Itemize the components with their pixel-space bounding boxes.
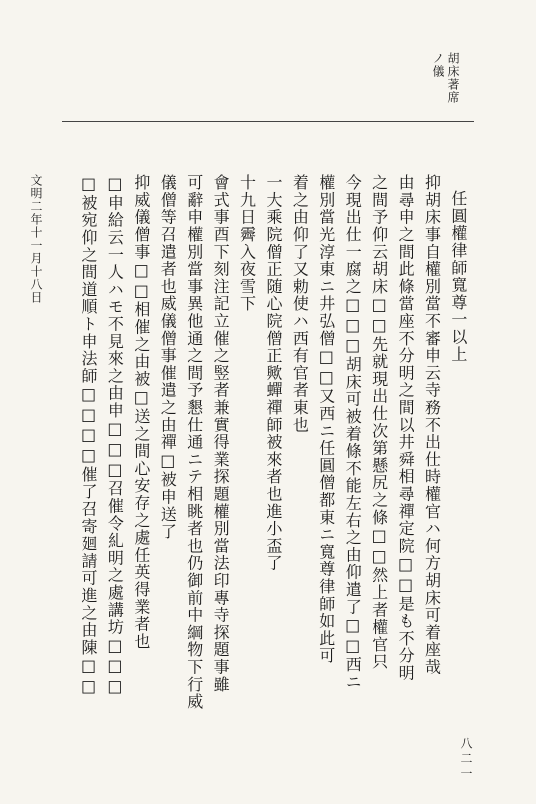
body-column-14: □申給云一人ハモ不見來之由申□□□召催令糺明之處講坊□□□ [105, 174, 125, 697]
body-column-6: 權別當光淳東ニ井弘僧□□又西ニ任圓僧都東ニ寬尊律師如此可 [316, 174, 336, 665]
body-column-7: 着之由仰了又勅使ハ西有官者東也 [290, 174, 310, 434]
body-column-10: 會式事酉下刻注記立催之竪者兼實得業探題權別當法印專寺探題事雖 [211, 174, 231, 693]
running-title [432, 52, 459, 104]
body-column-13: 抑威儀僧事□□相催之由被□送之間心安存之處任英得業者也 [131, 174, 151, 651]
body-column-15: □被宛仰之間道順ト申法師□□□□催了召寄廻請可進之由陳□□ [79, 174, 98, 697]
body-column-4: 之間予仰云胡床□□先就現出仕次第懸尻之條□□然上者權官只 [369, 174, 389, 671]
header-rule [62, 121, 474, 122]
body-column-3: 由尋申之間此條當座不分明之間以井舜相尋禪定院□□是も不分明 [396, 174, 416, 682]
body-column-12: 儀僧等召遣者也威儀僧事催遣之由禪□被申送了 [158, 174, 178, 541]
page-number: 八二一 [459, 737, 473, 782]
body-column-2: 抑胡床事自權別當不審申云寺務不出仕時權官ハ何方胡床可着座哉 [422, 174, 442, 676]
body-column-9: 十九日霽入夜雪下 [237, 174, 257, 313]
running-title-line-2: ノ儀 [431, 52, 445, 78]
body-text [78, 174, 466, 734]
body-column-1: 任圓權律師寬尊一以上 [448, 190, 468, 363]
body-column-8: 一大乘院僧正随心院僧正歟蟬禪師被來者也進小盃了 [263, 174, 283, 572]
running-title-line-1: 胡床著席 [446, 52, 460, 104]
body-column-11: 可辭申權別當事異他通之間予懇仕通ニテ相眺者也仍御前中綱物下行威 [184, 174, 204, 711]
body-column-5: 今現出仕一腐之□□□胡床可被着條不能左右之由仰遣了□□西ニ [343, 174, 363, 691]
date-line: 文明二年十一月十八日 [29, 174, 43, 304]
